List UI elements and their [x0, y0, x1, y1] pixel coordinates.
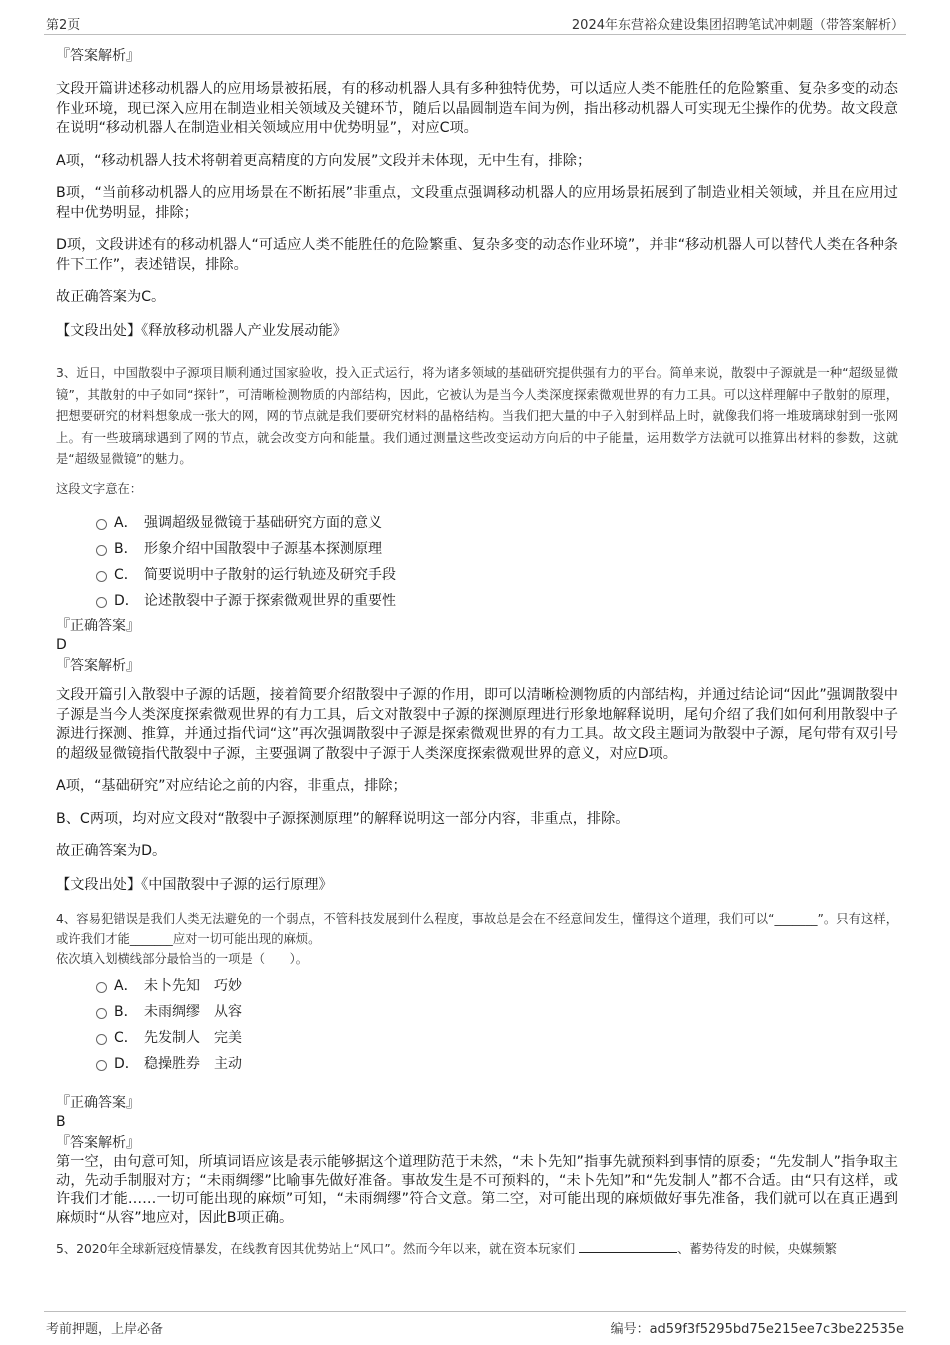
- q3-option-b[interactable]: B． 形象介绍中国散裂中子源基本探测原理: [56, 536, 898, 562]
- q3-option-c[interactable]: C． 简要说明中子散射的运行轨迹及研究手段: [56, 562, 898, 588]
- document-code: 编号：ad59f3f5295bd75e215ee7c3be22535e: [610, 1322, 904, 1337]
- q2-conclusion: 故正确答案为C。: [56, 289, 166, 305]
- footer-slogan: 考前押题，上岸必备: [46, 1322, 164, 1337]
- document-title: 2024年东营裕众建设集团招聘笔试冲刺题（带答案解析）: [571, 18, 904, 33]
- q3-answer-title: 『正确答案』: [56, 618, 140, 634]
- radio-icon[interactable]: [96, 571, 107, 582]
- radio-icon[interactable]: [96, 1034, 107, 1045]
- q4-options: [56, 973, 898, 1077]
- radio-icon[interactable]: [96, 1060, 107, 1071]
- page-footer: [44, 1311, 906, 1337]
- radio-icon[interactable]: [96, 597, 107, 608]
- q3-conclusion: 故正确答案为D。: [56, 843, 167, 859]
- q3-analysis-text: 文段开篇引入散裂中子源的话题，接着简要介绍散裂中子源的作用，即可以清晰检测物质的内部结构，并通过结论词“因此”强调散裂中子源是当今人类深度探索微观世界的有力工具，后文对散裂中子源的探测原理进行形象地解释说明，尾句介绍了我们如何利用散裂中子源进行探测、推算，并通过指代词“这”再次强调散裂中子源是探索微观世界的有力工具。故文段主题词为散裂中子源，尾句带有双引号的超级显微镜指代散裂中子源，主要强调了散裂中子源于人类深度探索微观世界的意义，对应D项。: [56, 687, 898, 762]
- q3-prompt: 这段文字意在：: [56, 481, 143, 496]
- radio-icon[interactable]: [96, 1008, 107, 1019]
- q3-analysis-title: 『答案解析』: [56, 658, 140, 674]
- q4-option-c[interactable]: C． 先发制人 完美: [56, 1025, 898, 1051]
- q3-options: [56, 510, 898, 614]
- q4-option-a[interactable]: A． 未卜先知 巧妙: [56, 973, 898, 999]
- page-header: [44, 12, 906, 35]
- q4-analysis-text: 第一空，由句意可知，所填词语应该是表示能够据这个道理防范于未然，“未卜先知”指事先就预料到事情的原委；“先发制人”指争取主动，先动手制服对方；“未雨绸缪”比喻事先做好准备。事故发生是不可预料的，“未卜先知”和“先发制人”都不合适。由“只有这样，或许我们才能……一切可能出现的麻烦”可知，“未雨绸缪”符合文意。第二空，对可能出现的麻烦做好事先准备，我们就可以在真正遇到麻烦时“从容”地应对，因此B项正确。: [56, 1154, 898, 1226]
- radio-icon[interactable]: [96, 519, 107, 530]
- q3-source: 【文段出处】《中国散裂中子源的运行原理》: [56, 876, 333, 893]
- q3-block: [56, 363, 898, 895]
- radio-icon[interactable]: [96, 545, 107, 556]
- q4-stem: 4、容易犯错误是我们人类无法避免的一个弱点，不管科技发展到什么程度，事故总是会在不经意间发生，懂得这个道理，我们可以“_______”。只有这样，或许我们才能_______应对一切可能出现的麻烦。: [56, 912, 898, 946]
- q3-option-bc-note: B、C两项，均对应文段对“散裂中子源探测原理”的解释说明这一部分内容，非重点，排除。: [56, 810, 630, 827]
- page-number: 第2页: [46, 18, 81, 33]
- q4-prompt: 依次填入划横线部分最恰当的一项是（ ）。: [56, 952, 309, 966]
- q2-option-d-note: D项，文段讲述有的移动机器人“可适应人类不能胜任的危险繁重、复杂多变的动态作业环境”，并非“移动机器人可以替代人类在各种条件下工作”，表述错误，排除。: [56, 237, 898, 273]
- q5-block: [56, 1239, 898, 1261]
- q3-option-a[interactable]: A． 强调超级显微镜于基础研究方面的意义: [56, 510, 898, 536]
- q2-analysis-block: [56, 46, 898, 341]
- q3-answer: D: [56, 637, 67, 653]
- q4-answer: B: [56, 1114, 66, 1130]
- q4-analysis-title: 『答案解析』: [56, 1135, 140, 1151]
- radio-icon[interactable]: [96, 982, 107, 993]
- q4-option-b[interactable]: B． 未雨绸缪 从容: [56, 999, 898, 1025]
- q2-option-a-note: A项，“移动机器人技术将朝着更高精度的方向发展”文段并未体现，无中生有，排除；: [56, 152, 592, 169]
- q2-option-b-note: B项，“当前移动机器人的应用场景在不断拓展”非重点，文段重点强调移动机器人的应用场景拓展到了制造业相关领域，并且在应用过程中优势明显，排除；: [56, 185, 898, 221]
- q3-option-d[interactable]: D． 论述散裂中子源于探索微观世界的重要性: [56, 588, 898, 614]
- q2-analysis-title: 『答案解析』: [56, 48, 140, 64]
- q3-option-a-note: A项，“基础研究”对应结论之前的内容，非重点，排除；: [56, 778, 407, 794]
- q4-option-d[interactable]: D． 稳操胜券 主动: [56, 1051, 898, 1077]
- fill-blank: [579, 1240, 677, 1253]
- q2-source: 【文段出处】《释放移动机器人产业发展动能》: [56, 322, 347, 339]
- q2-analysis-text: 文段开篇讲述移动机器人的应用场景被拓展，有的移动机器人具有多种独特优势，可以适应人类不能胜任的危险繁重、复杂多变的动态作业环境，现已深入应用在制造业相关领域及关键环节，随后以晶圆制造车间为例，指出移动机器人可实现无尘操作的优势。故文段意在说明“移动机器人在制造业相关领域应用中优势明显”，对应C项。: [56, 81, 898, 136]
- page-content: [56, 40, 898, 1261]
- q4-block: [56, 909, 898, 1227]
- q5-stem: 5、2020年全球新冠疫情暴发，在线教育因其优势站上“风口”。然而今年以来，就在资本玩家们 、蓄势待发的时候，央媒频繁: [56, 1242, 837, 1256]
- q4-answer-title: 『正确答案』: [56, 1095, 140, 1111]
- q3-stem: 3、近日，中国散裂中子源项目顺利通过国家验收，投入正式运行，将为诸多领域的基础研究提供强有力的平台。简单来说，散裂中子源就是一种“超级显微镜”，其散射的中子如同“探针”，可清晰检测物质的内部结构，因此，它被认为是当今人类深度探索微观世界的有力工具。可以这样理解中子散射的原理，把想要研究的材料想象成一张大的网，网的节点就是我们要研究材料的晶格结构。当我们把大量的中子入射到样品上时，就像我们将一堆玻璃球射到一张网上。有一些玻璃球遇到了网的节点，就会改变方向和能量。我们通过测量这些改变运动方向后的中子能量，运用数学方法就可以推算出材料的参数，这就是“超级显微镜”的魅力。: [56, 366, 898, 466]
